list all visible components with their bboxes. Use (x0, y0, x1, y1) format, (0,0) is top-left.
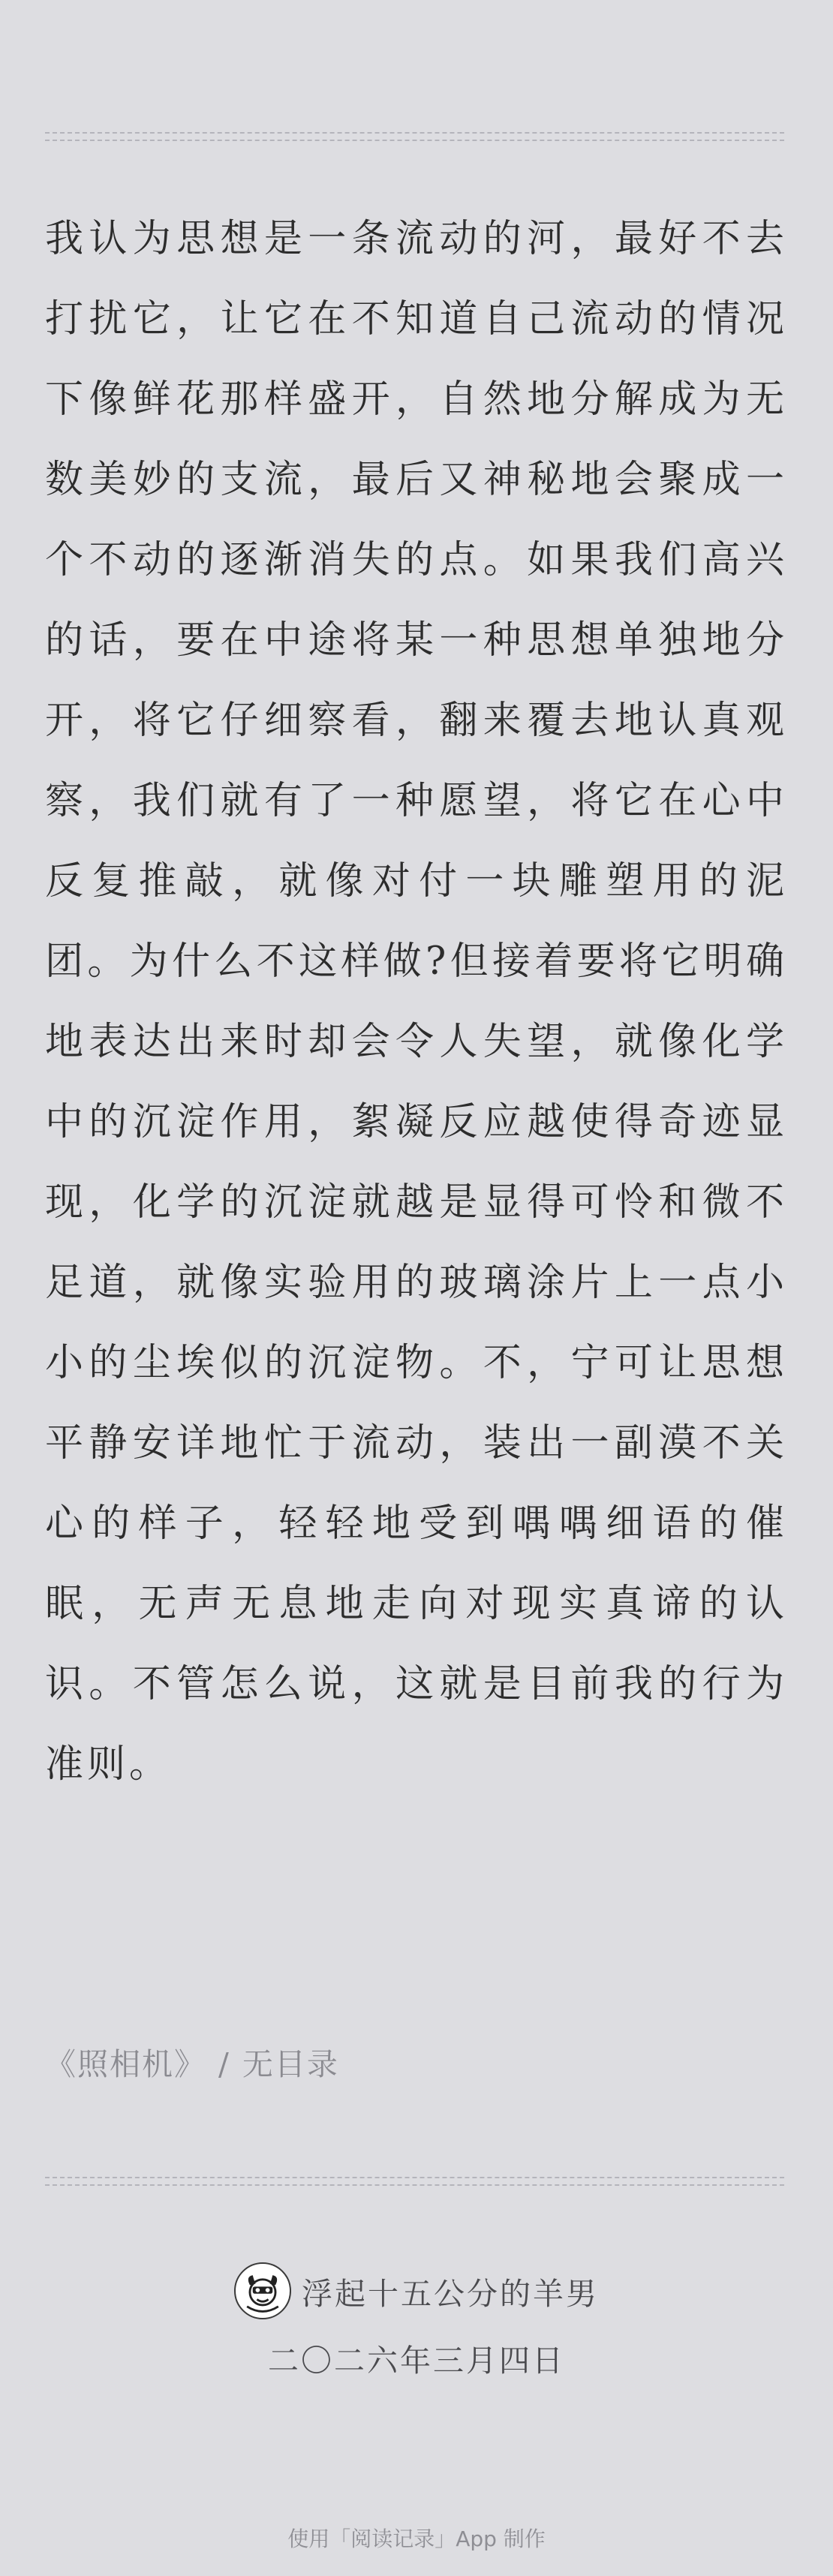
top-dashed-divider (45, 132, 784, 141)
author-name: 浮起十五公分的羊男 (302, 2275, 599, 2312)
cartoon-avatar-icon (234, 2262, 291, 2319)
quote-text: 我认为思想是一条流动的河，最好不去打扰它，让它在不知道自己流动的情况下像鲜花那样盛开，自然地分解成为无数美妙的支流，最后又神秘地会聚成一个不动的逐渐消失的点。如果我们高兴的话，要在中途将某一种思想单独地分开，将它仔细察看，翻来覆去地认真观察，我们就有了一种愿望，将它在心中反复推敲，就像对付一块雕塑用的泥团。为什么不这样做?但接着要将它明确地表达出来时却会令人失望，就像化学中的沉淀作用，絮凝反应越使得奇迹显现，化学的沉淀就越是显得可怜和微不足道，就像实验用的玻璃涂片上一点小小的尘埃似的沉淀物。不，宁可让思想平静安详地忙于流动，装出一副漠不关心的样子，轻轻地受到喁喁细语的催眠，无声无息地走向对现实真谛的认识。不管怎么说，这就是目前我的行为准则。 (45, 217, 788, 1787)
bottom-dashed-divider (45, 2177, 784, 2186)
source-separator: / (218, 2046, 230, 2082)
chapter-name: 无目录 (242, 2046, 339, 2082)
post-date: 二〇二六年三月四日 (268, 2343, 565, 2379)
app-footer: 使用「阅读记录」App 制作 (287, 2526, 546, 2551)
author-block (0, 2262, 833, 2380)
book-source (45, 2039, 339, 2084)
book-title: 《照相机》 (45, 2046, 206, 2082)
author-line (234, 2262, 599, 2319)
